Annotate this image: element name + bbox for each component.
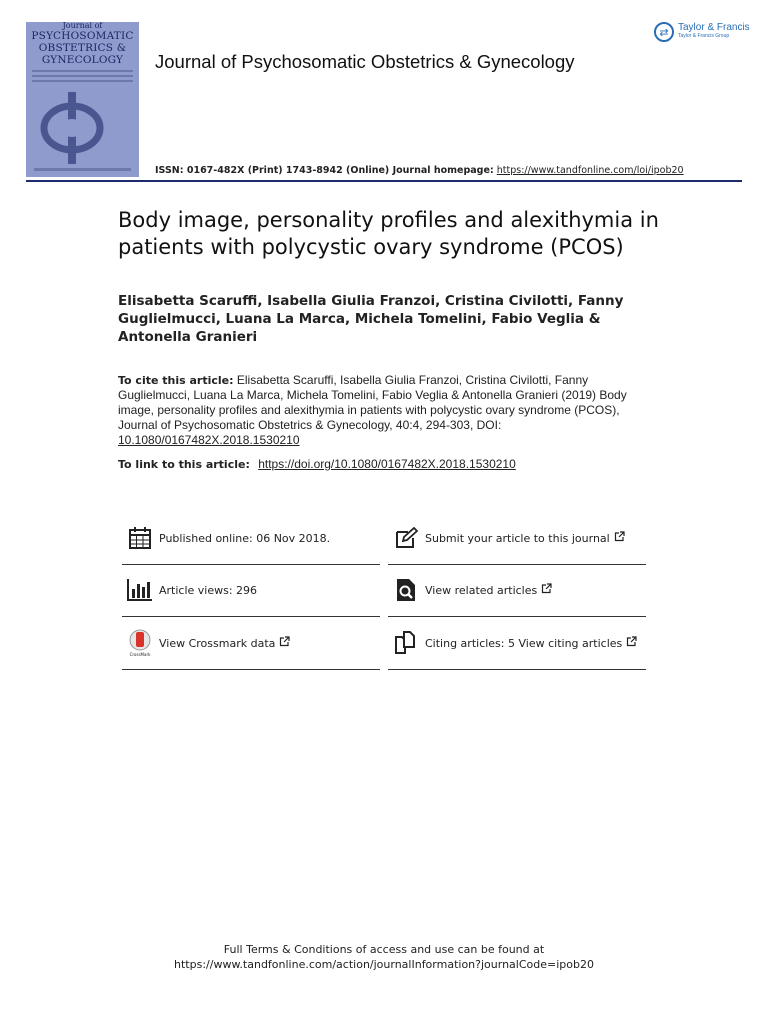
calendar-icon — [127, 525, 153, 551]
article-doi-link[interactable]: https://doi.org/10.1080/0167482X.2018.1530210 — [258, 457, 516, 471]
search-document-icon — [393, 577, 419, 603]
crossmark-link[interactable] — [122, 617, 380, 670]
header-divider — [26, 180, 742, 182]
terms-line: Full Terms & Conditions of access and use can be found at — [223, 943, 545, 956]
cover-subtitle-line — [32, 80, 133, 82]
cover-subtitle-line — [32, 75, 133, 77]
external-link-icon — [541, 583, 552, 597]
article-title: Body image, personality profiles and alexithymia in patients with polycystic ovary syndrome (PCOS) — [118, 208, 659, 259]
taylor-francis-icon: ⇄ — [654, 22, 674, 42]
issn-line — [155, 165, 684, 176]
submit-article-link[interactable] — [388, 512, 646, 565]
issn-text: ISSN: 0167-482X (Print) 1743-8942 (Online) Journal homepage: — [155, 165, 494, 176]
publisher-logo — [654, 22, 750, 42]
citing-articles-text: Citing articles: 5 View citing articles — [425, 636, 623, 650]
cite-label: To cite this article: — [118, 374, 234, 387]
external-link-icon — [279, 636, 290, 650]
svg-text:CrossMark: CrossMark — [129, 652, 151, 657]
cite-doi-link[interactable]: 10.1080/0167482X.2018.1530210 — [118, 433, 300, 447]
external-link-icon — [626, 636, 637, 650]
cover-title: PSYCHOSOMATIC OBSTETRICS & GYNECOLOGY — [31, 30, 134, 66]
terms-footer — [0, 942, 768, 972]
published-online — [122, 512, 380, 565]
submit-article-text: Submit your article to this journal — [425, 531, 610, 545]
related-articles-link[interactable] — [388, 564, 646, 617]
cover-subtitle-line — [32, 70, 133, 72]
edit-icon — [393, 525, 419, 551]
article-views — [122, 564, 380, 617]
cite-text: Elisabetta Scaruffi, Isabella Giulia Franzoi, Cristina Civilotti, Fanny Guglielmucci, Luana La Marca, Michela Tomelini, Fabio Veglia & Antonella Granieri (2019) Body image, personality profiles and alexithymia in patients with polycystic ovary syndrome (PCOS), Journal of Psychosomatic Obstetrics & Gynecology, 40:4, 294-303, DOI: — [118, 373, 627, 432]
crossmark-text: View Crossmark data — [159, 636, 276, 650]
terms-url[interactable]: https://www.tandfonline.com/action/journalInformation?journalCode=ipob20 — [174, 958, 594, 971]
citing-icon — [393, 630, 419, 656]
publisher-name: Taylor & Francis — [678, 22, 750, 33]
citing-articles-link[interactable] — [388, 617, 646, 670]
article-authors: Elisabetta Scaruffi, Isabella Giulia Franzoi, Cristina Civilotti, Fanny Guglielmucci, Luana La Marca, Michela Tomelini, Fabio Veglia & Antonella Granieri — [118, 293, 624, 345]
publisher-subname: Taylor & Francis Group — [678, 33, 730, 39]
published-online-text: Published online: 06 Nov 2018. — [159, 531, 331, 545]
article-link-block — [118, 457, 516, 471]
journal-title: Journal of Psychosomatic Obstetrics & Gynecology — [155, 51, 575, 72]
journal-homepage-link[interactable]: https://www.tandfonline.com/loi/ipob20 — [496, 165, 684, 176]
bar-chart-icon — [127, 577, 153, 603]
link-label: To link to this article: — [118, 458, 250, 471]
external-link-icon — [614, 531, 625, 545]
article-views-text: Article views: 296 — [159, 583, 258, 597]
related-articles-text: View related articles — [425, 583, 538, 597]
cover-footer-strip — [34, 168, 131, 171]
cover-emblem-icon — [36, 88, 128, 168]
citation-block — [118, 373, 638, 448]
cover-journal-of: Journal of — [62, 22, 103, 30]
journal-cover — [26, 22, 139, 177]
crossmark-icon — [127, 630, 153, 656]
